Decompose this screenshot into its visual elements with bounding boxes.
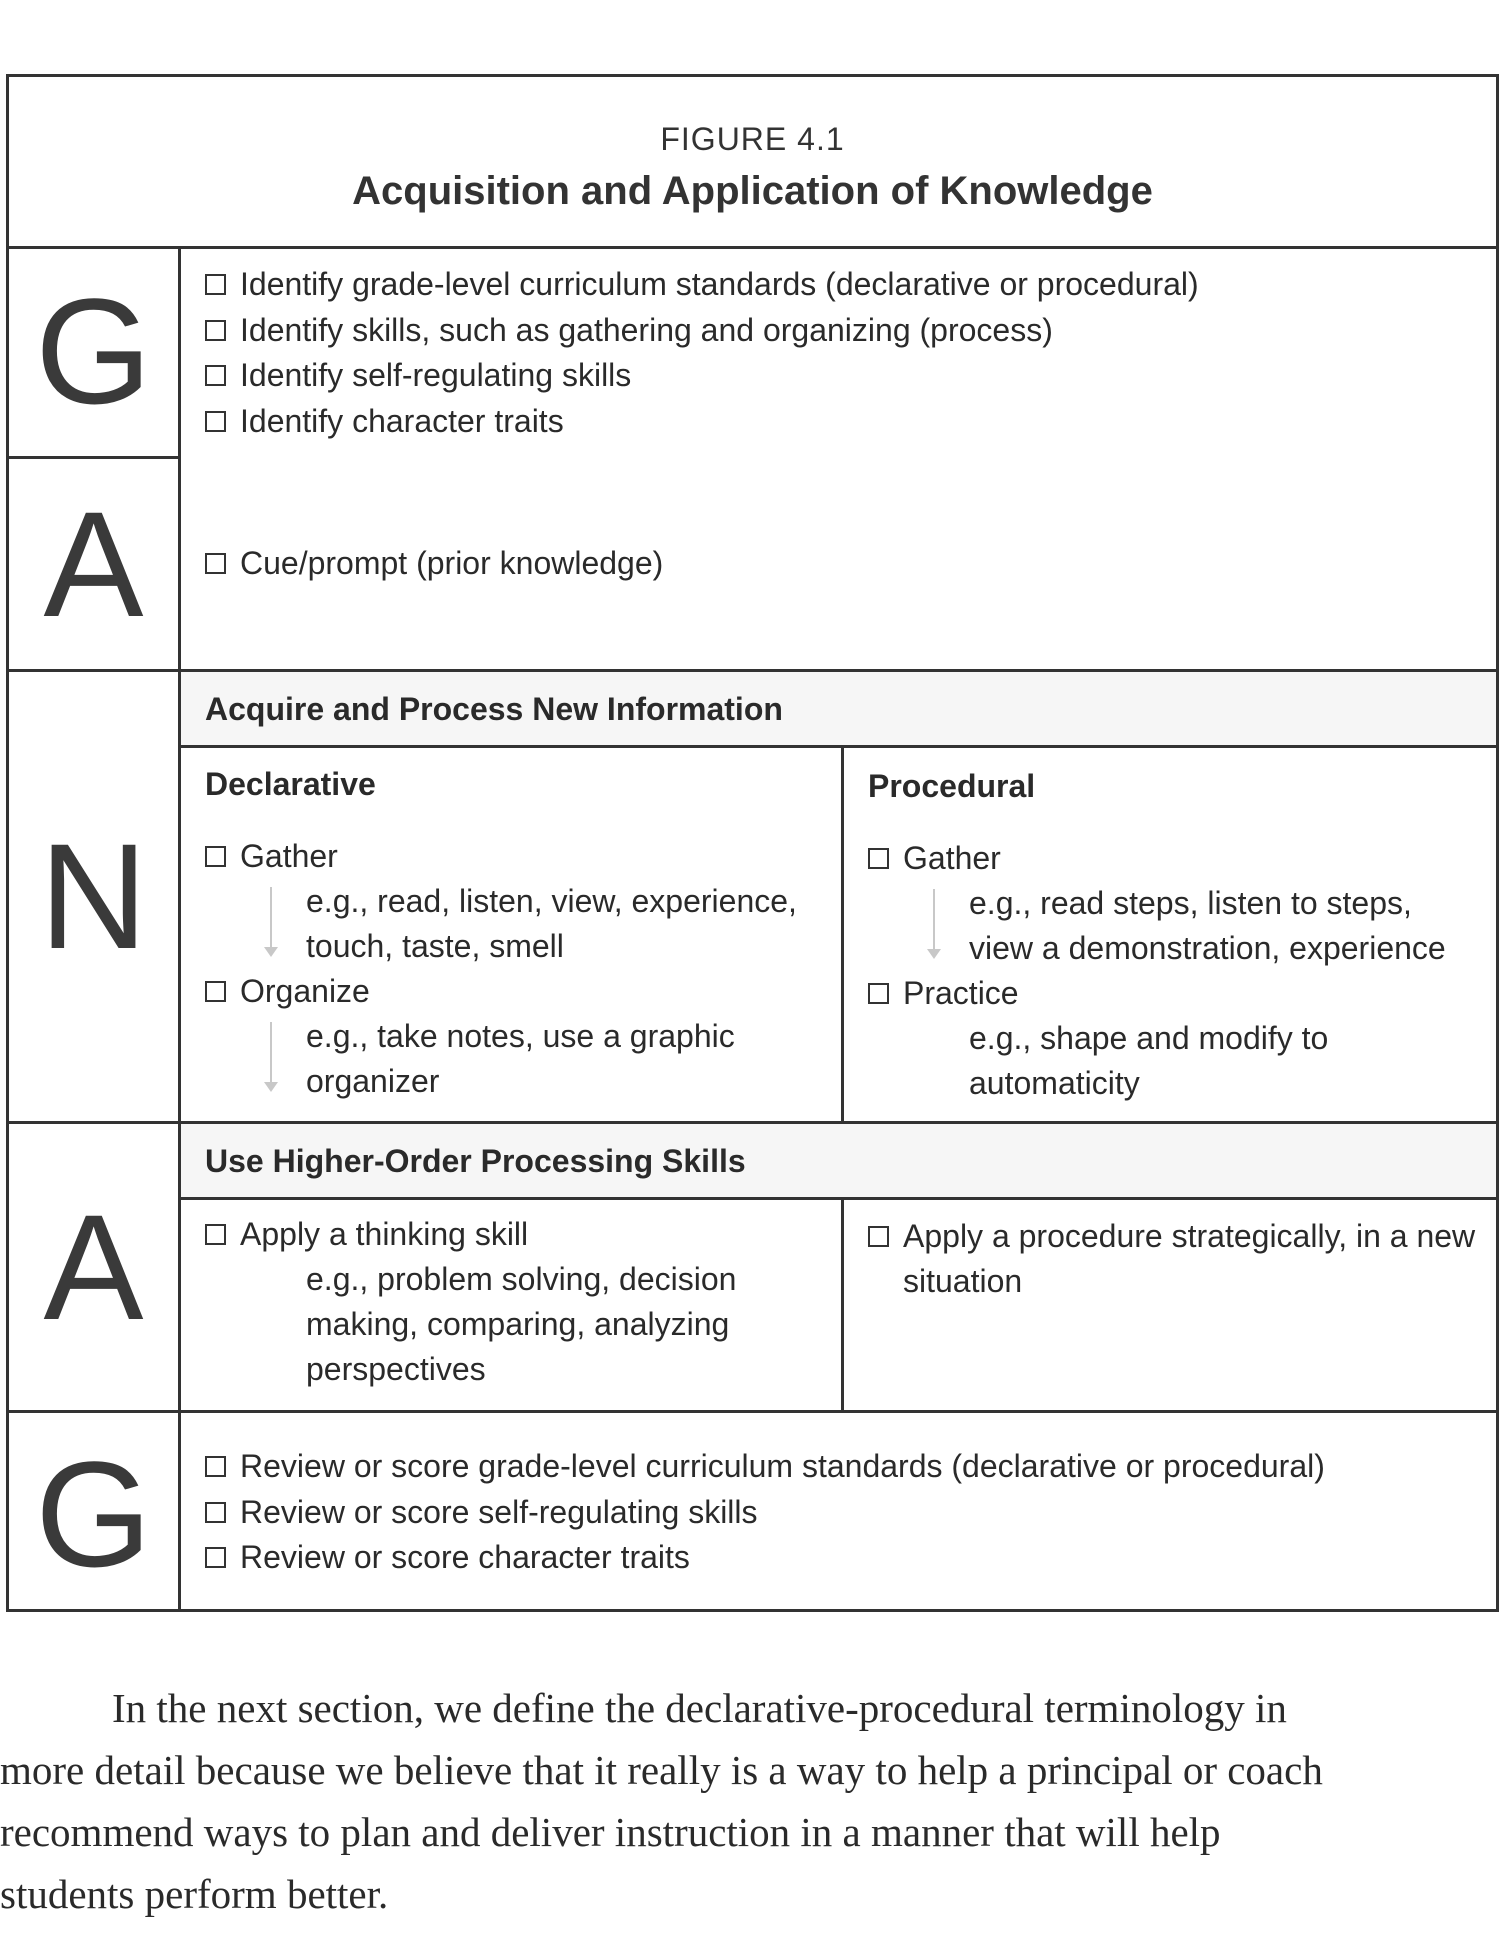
new-info-heading: Acquire and Process New Information: [181, 672, 1496, 748]
declarative-steps: [205, 834, 797, 1104]
access-checklist: [205, 541, 663, 587]
apply-procedure-continued: situation: [903, 1263, 1023, 1299]
paragraph-line: recommend ways to plan and deliver instruction in a manner that will help: [0, 1809, 1221, 1855]
declarative-title: Declarative: [205, 766, 376, 802]
procedure-column: [844, 1200, 1496, 1410]
letter-new-info: N: [9, 672, 178, 1124]
checkbox-icon[interactable]: [205, 846, 226, 867]
letter-goal-review: G: [35, 1429, 152, 1598]
paragraph-line: more detail because we believe that it really is a way to help a principal or coach: [0, 1747, 1323, 1793]
higher-order-heading: Use Higher-Order Processing Skills: [181, 1124, 1496, 1200]
new-info-section: [181, 672, 1496, 1124]
procedural-steps: [868, 836, 1446, 1106]
down-arrow-icon: [270, 1022, 272, 1086]
figure-header: [9, 77, 1496, 249]
procedure-block: [868, 1214, 1475, 1304]
gather-example: e.g., read, listen, view, experience, touch, taste, smell: [306, 879, 797, 969]
letter-apply: A: [9, 1124, 178, 1413]
figure-label: FIGURE 4.1: [660, 121, 845, 157]
figure-content: [181, 246, 1496, 1609]
checklist-item: Identify grade-level curriculum standards (declarative or procedural): [205, 262, 1199, 308]
checkbox-icon[interactable]: [205, 1547, 226, 1568]
checklist-item: Identify skills, such as gathering and organizing (process): [205, 308, 1199, 354]
checkbox-icon[interactable]: [205, 1502, 226, 1523]
checkbox-icon[interactable]: [868, 983, 889, 1004]
paragraph-line: In the next section, we define the declarative-procedural terminology in: [112, 1685, 1287, 1731]
figure-4-1: [6, 74, 1499, 1612]
checkbox-icon[interactable]: [205, 1224, 226, 1245]
thinking-example: e.g., problem solving, decision making, comparing, analyzing perspectives: [306, 1261, 737, 1387]
down-arrow-icon: [270, 887, 272, 951]
gather-item: Gather: [205, 834, 797, 879]
checklist-item: Identify character traits: [205, 399, 1199, 445]
apply-procedure-item: Apply a procedure strategically, in a new: [868, 1214, 1475, 1259]
organize-example: e.g., take notes, use a graphic organizer: [306, 1014, 797, 1104]
access-section: [181, 459, 1496, 672]
checklist-item: Cue/prompt (prior knowledge): [205, 541, 663, 587]
checkbox-icon[interactable]: [205, 411, 226, 432]
procedural-title: Procedural: [868, 768, 1036, 804]
checkbox-icon[interactable]: [205, 320, 226, 341]
checkbox-icon[interactable]: [205, 274, 226, 295]
checklist-item: Review or score self-regulating skills: [205, 1490, 1325, 1536]
procedural-column: [844, 748, 1496, 1121]
down-arrow-icon: [933, 889, 935, 953]
checkbox-icon[interactable]: [868, 1226, 889, 1247]
declarative-column: [181, 748, 844, 1121]
checkbox-icon[interactable]: [205, 365, 226, 386]
checklist-item: Review or score grade-level curriculum standards (declarative or procedural): [205, 1444, 1325, 1490]
thinking-skill-column: [181, 1200, 844, 1410]
gana-letters-column: [9, 246, 181, 1609]
goal-section: [181, 246, 1496, 459]
organize-item: Organize: [205, 969, 797, 1014]
review-checklist: [205, 1444, 1325, 1581]
thinking-skill-block: [205, 1212, 736, 1392]
checklist-item: Identify self-regulating skills: [205, 353, 1199, 399]
letter-goal: G: [9, 246, 178, 459]
figure-title: Acquisition and Application of Knowledge: [352, 169, 1153, 213]
checkbox-icon[interactable]: [205, 1456, 226, 1477]
apply-thinking-item: Apply a thinking skill: [205, 1212, 736, 1257]
checklist-item: Review or score character traits: [205, 1535, 1325, 1581]
gather-example: e.g., read steps, listen to steps, view a demonstration, experience: [969, 881, 1446, 971]
checkbox-icon[interactable]: [205, 981, 226, 1002]
gather-item: Gather: [868, 836, 1446, 881]
paragraph-line: students perform better.: [0, 1871, 389, 1917]
checkbox-icon[interactable]: [205, 553, 226, 574]
practice-example: e.g., shape and modify to automaticity: [969, 1020, 1329, 1101]
review-section: [181, 1413, 1496, 1615]
body-paragraph: [0, 1677, 1499, 1925]
higher-order-section: [181, 1124, 1496, 1413]
goal-checklist: [205, 262, 1199, 444]
practice-item: Practice: [868, 971, 1446, 1016]
checkbox-icon[interactable]: [868, 848, 889, 869]
letter-access: A: [9, 459, 178, 672]
